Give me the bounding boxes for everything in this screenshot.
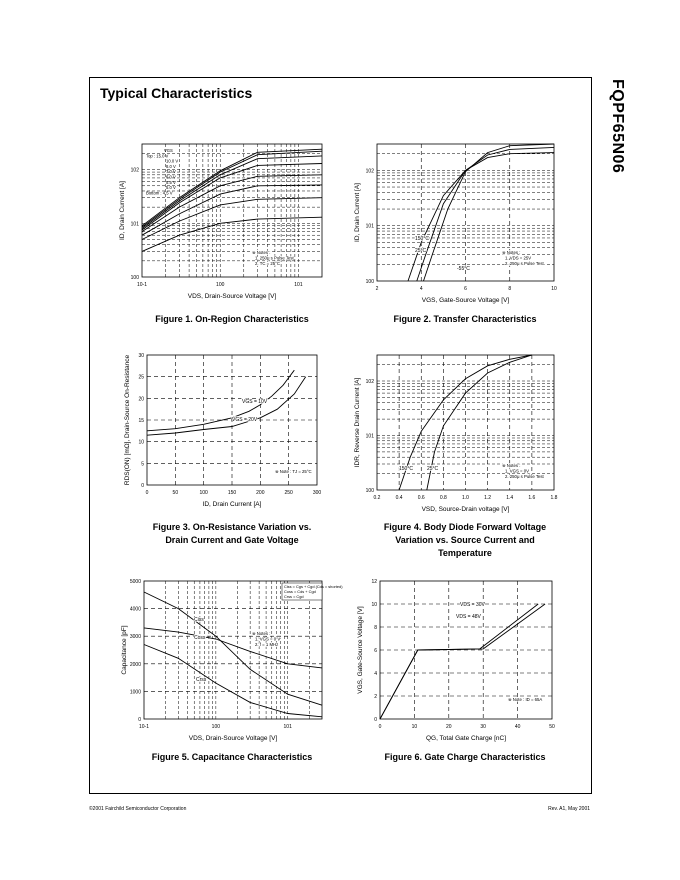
y-tick-label: 15 xyxy=(138,418,144,424)
caption-line: Figure 5. Capacitance Characteristics xyxy=(151,752,313,762)
x-tick-label: 101 xyxy=(294,282,303,288)
x-tick-label: 10 xyxy=(411,724,418,730)
figure-1-caption xyxy=(112,313,352,326)
x-tick-label: 2 xyxy=(375,286,379,292)
formula-text: Coss = Cds + Cgd xyxy=(284,589,316,594)
chart-note: ※ Notes : xyxy=(252,250,271,255)
figure-6-caption xyxy=(345,751,585,764)
y-tick-label: 4 xyxy=(374,671,377,677)
figure-3-chart xyxy=(112,350,327,520)
x-tick-label: 10-1 xyxy=(136,282,148,288)
x-tick-label: 0.6 xyxy=(417,495,425,501)
y-tick-label: 0 xyxy=(374,717,377,723)
x-tick-label: 20 xyxy=(446,724,452,730)
figure-2-chart xyxy=(352,140,572,315)
x-tick-label: 1.4 xyxy=(506,495,514,501)
y-tick-label: 5 xyxy=(141,461,144,468)
x-axis-label: ID, Drain Current [A] xyxy=(202,501,262,508)
figure-6-chart xyxy=(352,575,572,745)
curve-label: VGS = 10V xyxy=(242,399,268,405)
figure-3-caption xyxy=(112,521,352,547)
y-axis-label: Capacitance [pF] xyxy=(121,625,128,675)
y-tick-label: 100 xyxy=(130,275,139,281)
footer-copyright: ©2001 Fairchild Semiconductor Corporation xyxy=(89,806,187,812)
y-tick-label: 102 xyxy=(130,167,139,174)
y-tick-label: 5000 xyxy=(129,579,141,585)
figure-4-chart xyxy=(352,350,572,520)
x-tick-label: 8 xyxy=(508,286,512,292)
series-line xyxy=(144,628,322,668)
y-tick-label: 2000 xyxy=(129,661,141,668)
curve-label: 150°C xyxy=(415,236,429,242)
chart-note: 1. VDS = 25V xyxy=(505,255,532,261)
x-tick-label: 30 xyxy=(480,724,486,730)
caption-line: Drain Current and Gate Voltage xyxy=(165,535,299,545)
chart-note: ※ Notes : xyxy=(252,631,271,636)
y-tick-label: 4000 xyxy=(129,606,141,613)
x-tick-label: 200 xyxy=(256,490,265,496)
x-tick-label: 6 xyxy=(464,286,467,292)
y-tick-label: 3000 xyxy=(129,634,141,641)
legend-entry: VGS xyxy=(164,148,173,153)
x-tick-label: 1.6 xyxy=(528,495,536,501)
y-tick-label: 20 xyxy=(138,396,144,403)
y-tick-label: 0 xyxy=(138,717,141,723)
series-line xyxy=(147,370,294,431)
plot-frame xyxy=(144,581,322,719)
x-tick-label: 100 xyxy=(216,282,225,288)
chart-note: 2. 250μ s Pulse Test xyxy=(505,474,544,479)
chart-note: 1. VGS = 0 V xyxy=(255,636,281,642)
y-tick-label: 1000 xyxy=(129,689,141,696)
x-tick-label: 50 xyxy=(172,490,179,496)
curve-label: 25°C xyxy=(427,466,439,472)
y-tick-label: 100 xyxy=(365,279,374,285)
x-axis-label: VGS, Gate-Source Voltage [V] xyxy=(421,297,510,304)
y-tick-label: 101 xyxy=(130,221,139,228)
series-line xyxy=(147,377,306,436)
chart-note: ※ Note : ID = 65A xyxy=(508,697,543,702)
curve-label: Crss xyxy=(196,677,207,683)
x-tick-label: 4 xyxy=(419,286,423,292)
y-tick-label: 2 xyxy=(374,694,377,700)
y-tick-label: 12 xyxy=(371,579,377,585)
legend-entry: 5.5 V xyxy=(166,179,176,185)
chart-note: 1. VGS = 0V xyxy=(505,468,530,474)
y-tick-label: 101 xyxy=(365,433,374,440)
x-tick-label: 0.4 xyxy=(395,495,403,501)
figure-1-chart xyxy=(112,140,327,315)
x-axis-label: VDS, Drain-Source Voltage [V] xyxy=(188,735,278,742)
x-axis-label: VSD, Source-Drain voltage [V] xyxy=(421,506,510,513)
caption-line: Figure 2. Transfer Characteristics xyxy=(393,314,537,324)
x-tick-label: 10 xyxy=(551,286,557,292)
x-tick-label: 0 xyxy=(145,490,149,496)
series-line xyxy=(144,645,322,717)
y-tick-label: 101 xyxy=(365,223,374,230)
figure-5-chart xyxy=(112,575,343,745)
x-tick-label: 101 xyxy=(283,724,292,730)
x-tick-label: 100 xyxy=(211,724,221,730)
chart-note: 2. f = 1 MHz xyxy=(255,642,279,647)
y-axis-label: VGS, Gate-Source Voltage [V] xyxy=(357,606,364,694)
x-tick-label: 0.8 xyxy=(439,495,447,501)
caption-line: Variation vs. Source Current and xyxy=(395,535,535,545)
legend-entry: 10.0 V xyxy=(166,158,179,164)
y-tick-label: 0 xyxy=(141,483,144,489)
chart-note: ※ Notes : xyxy=(502,463,521,468)
section-title: Typical Characteristics xyxy=(100,85,253,101)
x-tick-label: 100 xyxy=(199,490,208,496)
curve-label: 25°C xyxy=(415,248,427,254)
footer-revision: Rev. A1, May 2001 xyxy=(548,806,590,812)
figure-2-caption xyxy=(345,313,585,326)
x-tick-label: 250 xyxy=(284,490,293,496)
curve-label: VDS = 48V xyxy=(456,614,481,620)
series-line xyxy=(144,592,322,705)
caption-line: Figure 1. On-Region Characteristics xyxy=(155,314,309,324)
series-line xyxy=(142,198,322,240)
y-axis-label: ID, Drain Current [A] xyxy=(354,183,361,242)
y-tick-label: 102 xyxy=(365,168,374,175)
figure-5-caption xyxy=(112,751,352,764)
chart-note: 2. 250μ s Pulse Test xyxy=(505,261,544,266)
y-tick-label: 102 xyxy=(365,379,374,386)
formula-text: Ciss = Cgs + Cgd (Cds = shorted) xyxy=(284,584,343,589)
figure-4-caption xyxy=(345,521,585,560)
curve-label: Coss xyxy=(194,635,206,641)
x-tick-label: 150 xyxy=(227,490,237,496)
curve-label: VDS = 30V xyxy=(460,602,485,608)
x-tick-label: 10-1 xyxy=(138,724,150,730)
x-tick-label: 1.2 xyxy=(484,495,492,501)
y-axis-label: ID, Drain Current [A] xyxy=(119,181,126,240)
chart-note: 2. TC = 25°C xyxy=(255,261,280,266)
chart-note: ※ Notes : xyxy=(502,250,521,255)
y-tick-label: 6 xyxy=(374,648,377,654)
x-tick-label: 1.8 xyxy=(550,495,558,501)
x-tick-label: 50 xyxy=(549,724,555,730)
x-tick-label: 0 xyxy=(378,724,382,730)
x-tick-label: 0.2 xyxy=(373,495,381,501)
y-tick-label: 10 xyxy=(138,439,144,446)
caption-line: Figure 3. On-Resistance Variation vs. xyxy=(152,522,312,532)
caption-line: Temperature xyxy=(438,548,492,558)
curve-label: Ciss xyxy=(194,617,204,623)
legend-entry: Bottom : 4.5 V xyxy=(146,190,173,196)
x-tick-label: 1.0 xyxy=(462,495,469,501)
chart-note: 1. 250μ s Pulse Test xyxy=(255,255,294,261)
y-axis-label: RDS(ON) [mΩ], Drain-Source On-Resistance xyxy=(124,354,131,486)
legend-entry: 7.0 V xyxy=(166,169,176,175)
y-tick-label: 30 xyxy=(138,353,144,359)
curve-label: VGS = 20V xyxy=(232,417,258,423)
chart-note: ※ Note : TJ = 25°C xyxy=(275,469,312,474)
part-number: FQPF65N06 xyxy=(609,79,626,174)
legend-entry: 5.0 V xyxy=(166,185,176,191)
legend-entry: Top : 15.0 V xyxy=(146,153,169,159)
x-axis-label: VDS, Drain-Source Voltage [V] xyxy=(187,293,277,300)
curve-label: -55°C xyxy=(457,266,470,272)
y-tick-label: 100 xyxy=(365,488,374,494)
legend-entry: 8.0 V xyxy=(166,163,176,169)
formula-text: Crss = Cgd xyxy=(284,594,304,599)
caption-line: Figure 6. Gate Charge Characteristics xyxy=(384,752,546,762)
y-tick-label: 10 xyxy=(371,602,377,608)
y-tick-label: 25 xyxy=(138,374,144,381)
legend-entry: 6.0 V xyxy=(166,174,176,180)
x-tick-label: 40 xyxy=(514,724,521,730)
curve-label: 150°C xyxy=(399,466,413,472)
caption-line: Figure 4. Body Diode Forward Voltage xyxy=(383,522,547,532)
x-axis-label: QG, Total Gate Charge [nC] xyxy=(425,735,507,742)
y-tick-label: 8 xyxy=(374,625,377,631)
x-tick-label: 300 xyxy=(312,490,322,496)
y-axis-label: IDR, Reverse Drain Current [A] xyxy=(354,377,361,468)
